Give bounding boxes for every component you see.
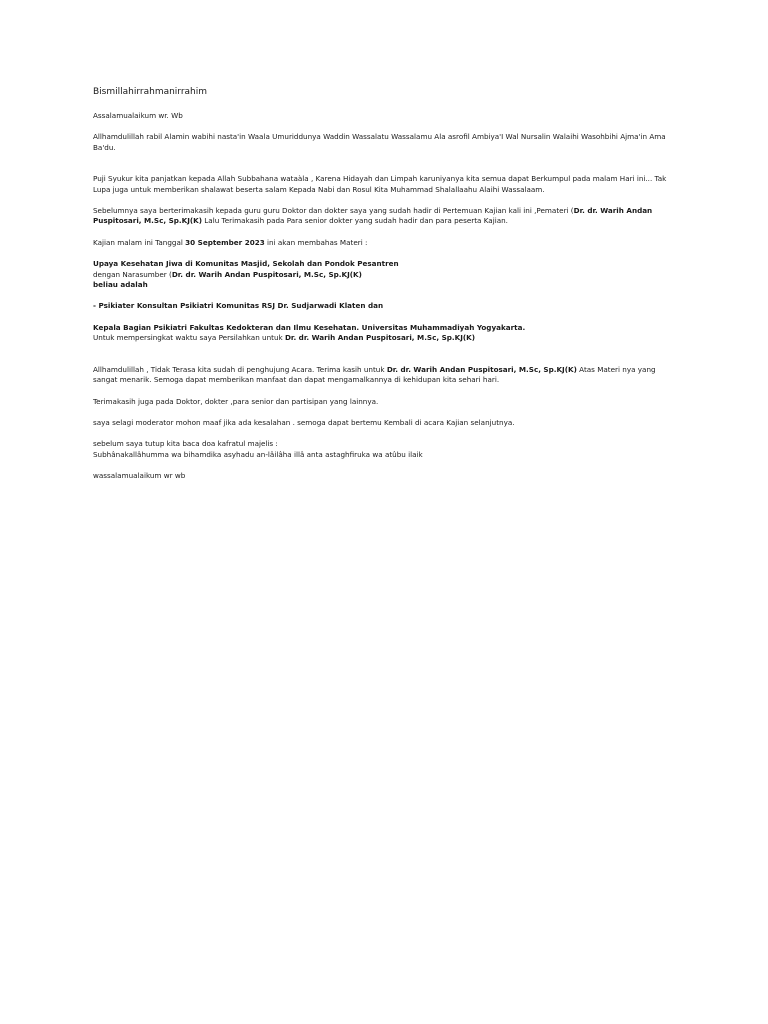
- date-text-pre: Kajian malam ini Tanggal: [93, 237, 186, 247]
- thanks-text-post: Lalu Terimakasih pada Para senior dokter yang sudah hadir dan para peserta Kajian.: [202, 216, 508, 226]
- invite-line: [93, 333, 675, 343]
- role-line-1: - Psikiater Konsultan Psikiatri Komunitas RSJ Dr. Sudjarwadi Klaten dan: [93, 301, 384, 311]
- date-value: 30 September 2023: [185, 237, 265, 247]
- topic-title: Upaya Kesehatan Jiwa di Komunitas Masjid, Sekolah dan Pondok Pesantren: [93, 259, 399, 269]
- farewell-line: wassalamualaikum wr wb: [93, 471, 186, 481]
- thanks-all-line: Terimakasih juga pada Doktor, dokter ,para senior dan partisipan yang lainnya.: [93, 396, 379, 406]
- greeting: Assalamualaikum wr. Wb: [93, 111, 183, 120]
- closing-paragraph: [93, 365, 675, 386]
- closing-text-pre: Allhamdulillah , Tidak Terasa kita sudah di penghujung Acara. Terima kasih untuk: [93, 364, 387, 374]
- invite-speaker-name: Dr. dr. Warih Andan Puspitosari, M.Sc, Sp.KJ(K): [284, 333, 476, 343]
- thanks-text-pre: Sebelumnya saya berterimakasih kepada guru guru Doktor dan dokter saya yang sudah hadir di Pertemuan Kajian kali ini ,Pemateri (: [93, 206, 574, 216]
- role-line-2: Kepala Bagian Psikiatri Fakultas Kedokteran dan Ilmu Kesehatan. Universitas Muhammadiyah Yogyakarta.: [93, 322, 526, 332]
- closing-speaker-name: Dr. dr. Warih Andan Puspitosari, M.Sc, Sp.KJ(K): [386, 364, 577, 374]
- thanks-paragraph: [93, 206, 675, 227]
- speaker-name: Dr. dr. Warih Andan Puspitosari, M.Sc, Sp.KJ(K): [171, 269, 362, 279]
- doa-intro-line: sebelum saya tutup kita baca doa kafratul majelis :: [93, 439, 278, 449]
- speaker-line: [93, 270, 675, 280]
- invite-text-pre: Untuk mempersingkat waktu saya Persilahkan untuk: [93, 333, 285, 343]
- date-paragraph: [93, 238, 675, 248]
- date-text-post: ini akan membahas Materi :: [264, 237, 368, 247]
- gratitude-paragraph: Puji Syukur kita panjatkan kepada Allah Subbahana wataàla , Karena Hidayah dan Limpah karuniyanya kita semua dapat Berkumpul pada malam Hari ini... Tak Lupa juga untuk memberikan shalawat beserta salam Kepada Nabi dan Rosul Kita Muhammad Shalallaahu Alaihi Wassalaam.: [93, 174, 667, 194]
- document-title: Bismillahirrahmanirrahim: [93, 87, 208, 97]
- doa-text-line: Subhânakallâhumma wa bihamdika asyhadu an-lâilâha illâ anta astaghfiruka wa atûbu ilaik: [93, 449, 423, 459]
- apology-line: saya selagi moderator mohon maaf jika ada kesalahan . semoga dapat bertemu Kembali di acara Kajian selanjutnya.: [93, 417, 515, 427]
- speaker-text-pre: dengan Narasumber (: [93, 269, 172, 279]
- thanks-speaker-name: Dr. dr. Warih Andan Puspitosari, M.Sc, Sp.KJ(K): [93, 206, 653, 226]
- closing-text-post: Atas Materi nya yang sangat menarik. Semoga dapat memberikan manfaat dan dapat mengamalkannya di kehidupan kita sehari hari.: [93, 364, 656, 385]
- document-body: [93, 86, 675, 482]
- beliau-line: beliau adalah: [93, 280, 148, 290]
- opening-paragraph: Allhamdulillah rabil Alamin wabihi nasta'in Waala Umuriddunya Waddin Wassalatu Wassalamu Ala asrofil Ambiya'I Wal Nursalin Walaihi Wasohbihi Ajma'in Ama Ba'du.: [93, 132, 666, 152]
